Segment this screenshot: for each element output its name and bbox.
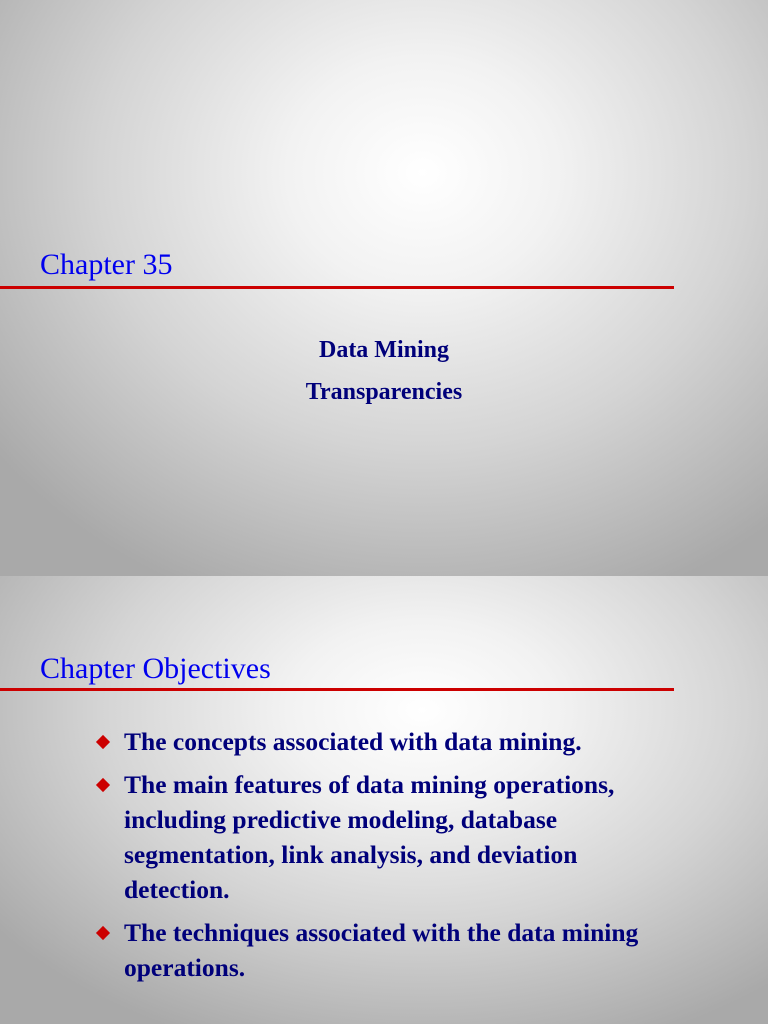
objective-text: The main features of data mining operations, including predictive modeling, database segmentation, link analysis, and deviation detection. [124, 770, 615, 904]
objective-text: The techniques associated with the data mining operations. [124, 918, 639, 982]
list-item [94, 915, 674, 985]
slide-chapter-objectives [0, 576, 768, 1024]
red-diamond-icon [96, 735, 110, 749]
objective-text: The concepts associated with data mining. [124, 727, 582, 756]
list-item [94, 767, 674, 907]
chapter-title: Chapter 35 [40, 248, 173, 281]
objectives-list [94, 724, 674, 993]
subtitle-topic: Data Mining [318, 337, 449, 363]
title-underline-rule [0, 688, 674, 691]
red-diamond-icon [96, 778, 110, 792]
red-diamond-icon [96, 926, 110, 940]
objectives-title: Chapter Objectives [40, 652, 271, 685]
title-underline-rule [0, 286, 674, 289]
list-item [94, 724, 674, 759]
subtitle-block [0, 334, 768, 418]
subtitle-transparencies: Transparencies [305, 379, 463, 405]
